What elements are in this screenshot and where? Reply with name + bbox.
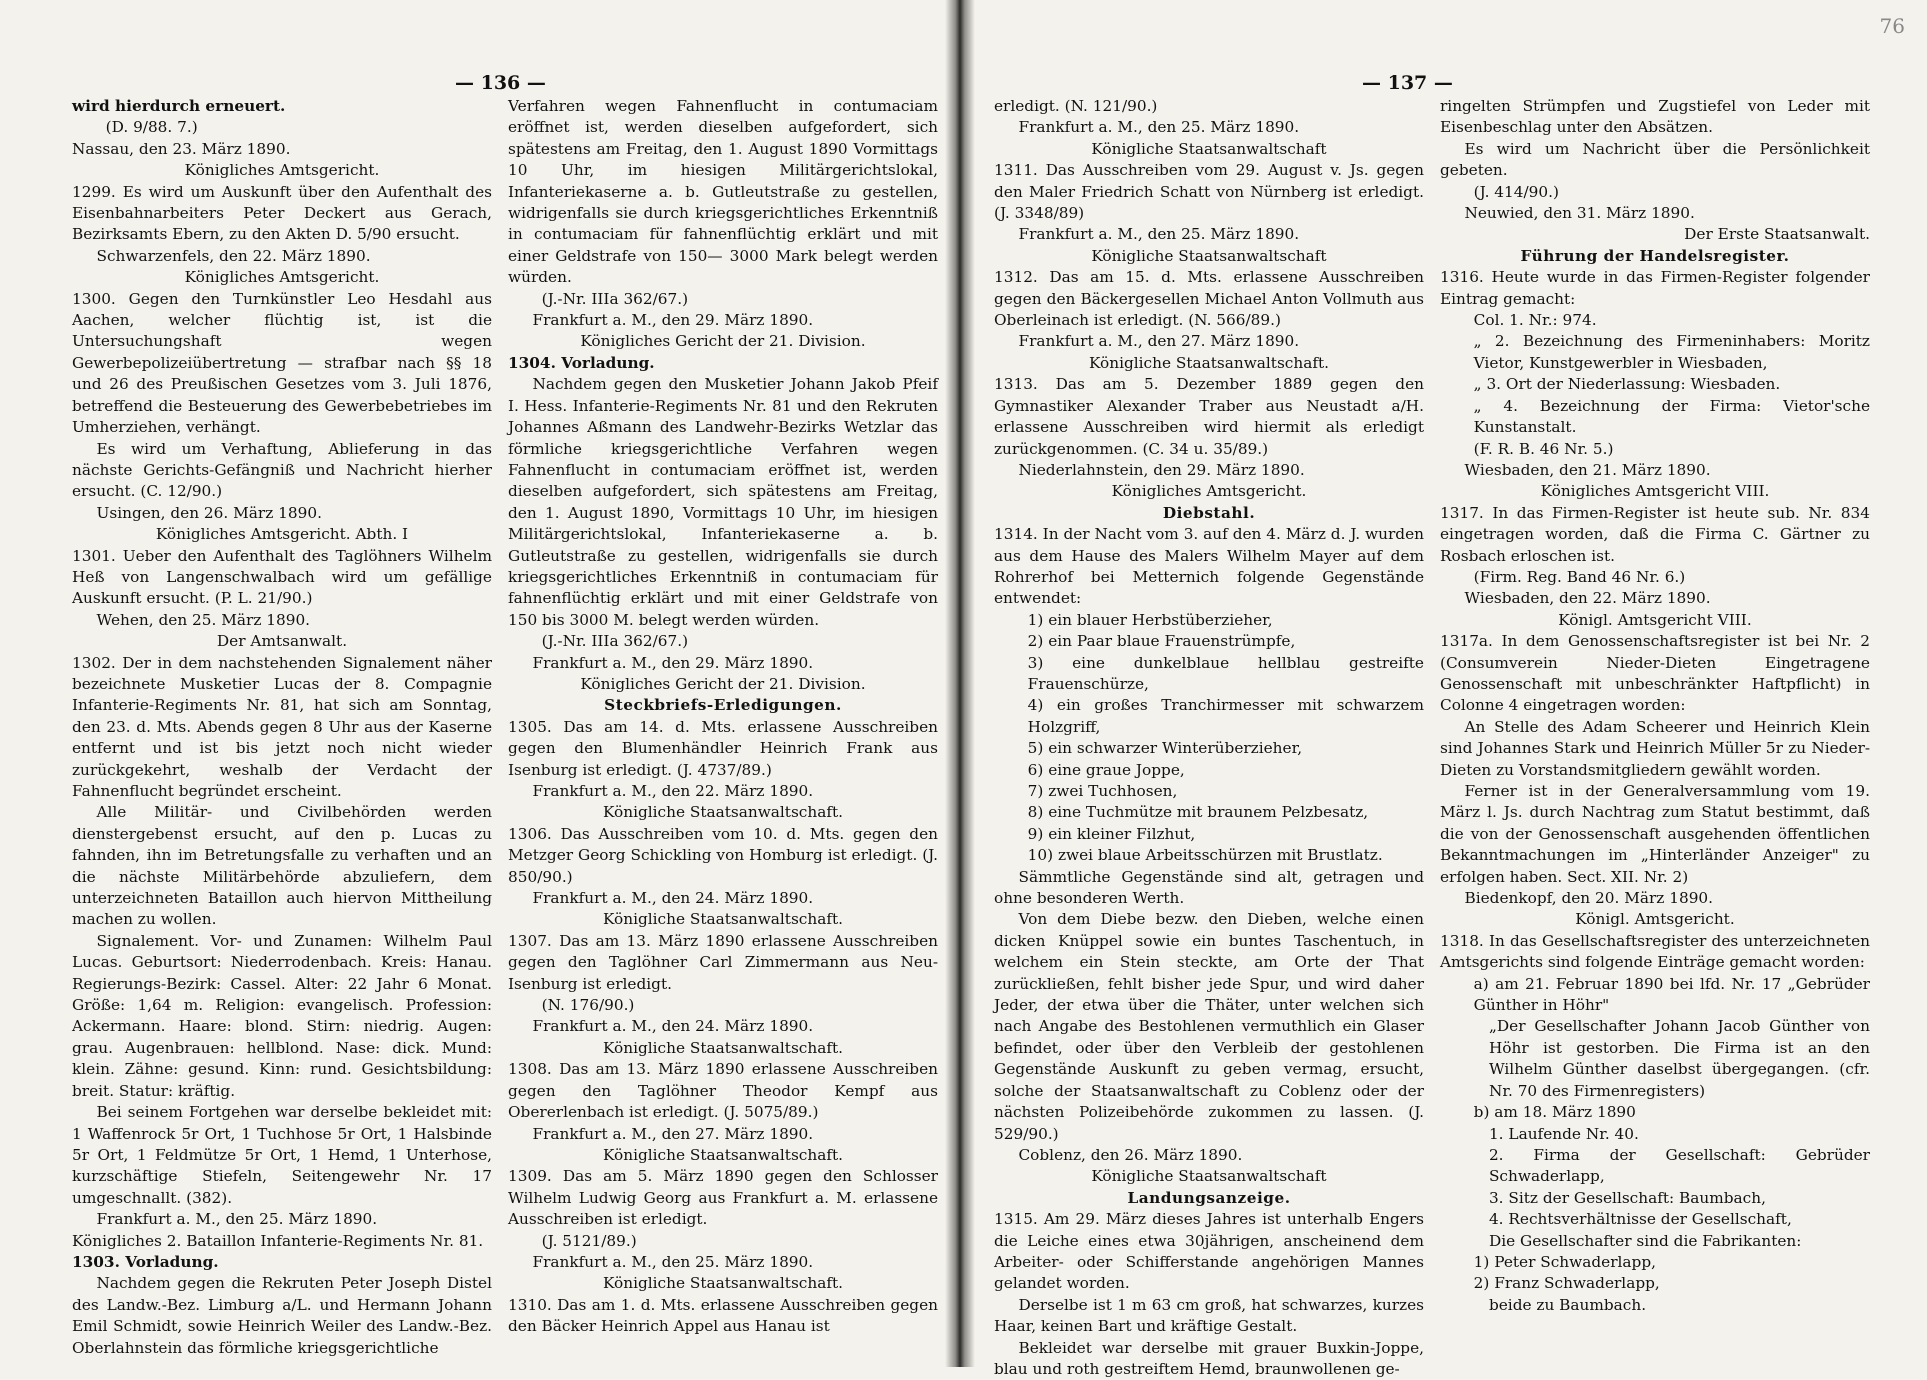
text-paragraph: Frankfurt a. M., den 25. März 1890. <box>96 1210 378 1229</box>
text-paragraph: Königliches Gericht der 21. Division. <box>580 332 866 351</box>
text-paragraph: 9) ein kleiner Filzhut, <box>1027 824 1196 843</box>
text-paragraph: „ 3. Ort der Niederlassung: Wiesbaden. <box>1473 375 1781 394</box>
text-paragraph: Col. 1. Nr.: 974. <box>1473 311 1597 330</box>
text-paragraph: Derselbe ist 1 m 63 cm groß, hat schwarzes, kurzes Haar, keinen Bart und kräftige Gestalt. <box>994 1295 1424 1336</box>
text-paragraph: Königliches Amtsgericht. <box>184 268 380 287</box>
right-page <box>962 0 1927 1378</box>
text-paragraph: Bekleidet war derselbe mit grauer Buxkin-Joppe, blau und roth gestreiftem Hemd, braunwollenen ge- <box>994 1338 1424 1378</box>
text-paragraph: Niederlahnstein, den 29. März 1890. <box>1018 460 1305 479</box>
text-paragraph: (J. 414/90.) <box>1473 182 1559 201</box>
text-paragraph: An Stelle des Adam Scheerer und Heinrich Klein sind Johannes Stark und Heinrich Müller 5r zu Nieder-Dieten zu Vorstandsmitgliedern gewählt worden. <box>1440 717 1870 779</box>
text-paragraph: Wehen, den 25. März 1890. <box>96 610 311 629</box>
text-paragraph: Königliche Staatsanwaltschaft <box>1091 139 1327 158</box>
text-paragraph: Usingen, den 26. März 1890. <box>96 503 322 522</box>
text-paragraph: 1317. In das Firmen-Register ist heute sub. Nr. 834 eingetragen worden, daß die Firma C. Gärtner zu Rosbach erloschen ist. <box>1440 503 1870 565</box>
text-paragraph: Königliches Gericht der 21. Division. <box>580 674 866 693</box>
text-paragraph: 6) eine graue Joppe, <box>1027 760 1185 779</box>
text-paragraph: Verfahren wegen Fahnenflucht in contumaciam eröffnet ist, werden dieselben aufgefordert, sich spätestens am Freitag, den 1. August 1890 Vormittags 10 Uhr, im hiesigen Militärgerichtslokal, Infanteriekaserne a. b. Gutleutstraße zu gestellen, widrigenfalls sie durch kriegsgerichtliches Erkenntniß in contumaciam für fahnenflüchtig erklärt und mit einer Geldstrafe von 150— 3000 Mark belegt werden würden. <box>508 97 938 287</box>
text-paragraph: 1302. Der in dem nachstehenden Signalement näher bezeichnete Musketier Lucas der 8. Compagnie Infanterie-Regiments Nr. 81, hat sich am Sonntag, den 23. d. Mts. Abends gegen 8 Uhr aus der Kaserne entfernt und ist bis jetzt noch nicht wieder zurückgekehrt, weshalb der Verdacht der Fahnenflucht begründet erscheint. <box>72 653 492 800</box>
right-page-column-2 <box>1440 96 1870 1341</box>
text-paragraph: (J.-Nr. IIIa 362/67.) <box>541 632 689 651</box>
page-number-left: — 136 — <box>455 72 546 94</box>
text-paragraph: Bei seinem Fortgehen war derselbe bekleidet mit: 1 Waffenrock 5r Ort, 1 Tuchhose 5r Ort, 1 Halsbinde 5r Ort, 1 Feldmütze 5r Ort, 1 Hemd, 1 Unterhose, kurzschäftige Stiefeln, Seitengewehr Nr. 17 umgeschnallt. (382). <box>72 1103 492 1207</box>
text-paragraph: Königliche Staatsanwaltschaft. <box>602 1038 844 1057</box>
text-paragraph: 1318. In das Gesellschaftsregister des unterzeichneten Amtsgerichts sind folgende Einträge gemacht worden: <box>1440 931 1870 972</box>
text-paragraph: Königliche Staatsanwaltschaft. <box>602 1274 844 1293</box>
text-paragraph: Königliche Staatsanwaltschaft. <box>1088 353 1330 372</box>
text-paragraph: 1) Peter Schwaderlapp, <box>1473 1252 1656 1271</box>
text-paragraph: Wiesbaden, den 22. März 1890. <box>1464 589 1711 608</box>
text-paragraph: Frankfurt a. M., den 27. März 1890. <box>1018 332 1300 351</box>
text-paragraph: Der Amtsanwalt. <box>216 632 348 651</box>
text-paragraph: „Der Gesellschafter Johann Jacob Günther von Höhr ist gestorben. Die Firma ist an den Wilhelm Günther daselbst übergegangen. (cfr. Nr. 70 des Firmenregisters) <box>1488 1017 1870 1100</box>
text-paragraph: 4) ein großes Tranchirmesser mit schwarzem Holzgriff, <box>1027 696 1424 736</box>
text-paragraph: 1313. Das am 5. Dezember 1889 gegen den Gymnastiker Alexander Traber aus Neustadt a/H. erlassene Ausschreiben wird hiermit als erledigt zurückgenommen. (C. 34 u. 35/89.) <box>994 375 1424 458</box>
text-paragraph: Königl. Amtsgericht. <box>1575 910 1735 929</box>
text-paragraph: 1306. Das Ausschreiben vom 10. d. Mts. gegen den Metzger Georg Schickling von Homburg ist erledigt. (J. 850/90.) <box>508 824 938 886</box>
text-paragraph: Führung der Handelsregister. <box>1520 246 1790 265</box>
right-page-column-1 <box>994 96 1424 1378</box>
text-paragraph: erledigt. (N. 121/90.) <box>994 97 1158 115</box>
text-paragraph: Königliche Staatsanwaltschaft. <box>602 910 844 929</box>
text-paragraph: Neuwied, den 31. März 1890. <box>1464 204 1695 223</box>
text-paragraph: 1310. Das am 1. d. Mts. erlassene Ausschreiben gegen den Bäcker Heinrich Appel aus Hanau ist <box>508 1295 938 1336</box>
text-paragraph: 1303. Vorladung. <box>72 1252 219 1271</box>
text-paragraph: 1312. Das am 15. d. Mts. erlassene Ausschreiben gegen den Bäckergesellen Michael Anton Vollmuth aus Oberleinach ist erledigt. (N. 566/89.) <box>994 268 1424 330</box>
text-paragraph: wird hierdurch erneuert. <box>72 97 286 115</box>
text-paragraph: ringelten Strümpfen und Zugstiefel von Leder mit Eisenbeschlag unter den Absätzen. <box>1440 97 1870 137</box>
text-paragraph: Nachdem gegen den Musketier Johann Jakob Pfeif I. Hess. Infanterie-Regiments Nr. 81 und den Rekruten Johannes Aßmann des Landwehr-Bezirks Wetzlar das förmliche kriegsgerichtliche Verfahren wegen Fahnenflucht in contumaciam eröffnet ist, werden dieselben aufgefordert, sich spätestens am Freitag, den 1. August 1890, Vormittags 10 Uhr, im hiesigen Militärgerichtslokal, Infanteriekaserne a. b. Gutleutstraße zu gestellen, widrigenfalls sie durch kriegsgerichtliches Erkenntniß in contumaciam für fahnenflüchtig erklärt und mit einer Geldstrafe von 150 bis 3000 M. belegt werden würden. <box>508 375 938 629</box>
text-paragraph: 8) eine Tuchmütze mit braunem Pelzbesatz, <box>1027 803 1369 822</box>
text-paragraph: 1317a. In dem Genossenschaftsregister ist bei Nr. 2 (Consumverein Nieder-Dieten Eingetragene Genossenschaft mit unbeschränkter Haftpflicht) in Colonne 4 eingetragen worden: <box>1440 632 1870 715</box>
text-paragraph: 1307. Das am 13. März 1890 erlassene Ausschreiben gegen den Taglöhner Carl Zimmermann aus Neu-Isenburg ist erledigt. <box>508 931 938 993</box>
text-paragraph: Königliches 2. Bataillon Infanterie-Regiments Nr. 81. <box>72 1231 484 1250</box>
text-paragraph: Frankfurt a. M., den 22. März 1890. <box>532 782 814 800</box>
text-paragraph: (F. R. B. 46 Nr. 5.) <box>1473 439 1614 458</box>
text-paragraph: 1316. Heute wurde in das Firmen-Register folgender Eintrag gemacht: <box>1440 268 1870 308</box>
text-paragraph: Der Erste Staatsanwalt. <box>1684 225 1870 244</box>
text-paragraph: Königl. Amtsgericht VIII. <box>1558 610 1752 629</box>
text-paragraph: 2) Franz Schwaderlapp, <box>1473 1274 1660 1293</box>
text-paragraph: (D. 9/88. 7.) <box>105 118 198 137</box>
text-paragraph: 1308. Das am 13. März 1890 erlassene Ausschreiben gegen den Taglöhner Theodor Kempf aus Obererlenbach ist erledigt. (J. 5075/89.) <box>508 1060 938 1122</box>
text-paragraph: Coblenz, den 26. März 1890. <box>1018 1145 1243 1164</box>
text-paragraph: 1315. Am 29. März dieses Jahres ist unterhalb Engers die Leiche eines etwa 30jährigen, anscheinend dem Arbeiter- oder Schifferstande angehörigen Mannes gelandet worden. <box>994 1210 1424 1293</box>
text-paragraph: Frankfurt a. M., den 29. März 1890. <box>532 653 814 672</box>
text-paragraph: Signalement. Vor- und Zunamen: Wilhelm Paul Lucas. Geburtsort: Niederrodenbach. Kreis: Hanau. Regierungs-Bezirk: Cassel. Alter: 22 Jahr 6 Monat. Größe: 1,64 m. Religion: evangelisch. Profession: Ackermann. Haare: blond. Stirn: niedrig. Augen: grau. Augenbrauen: hellblond. Nase: dick. Mund: klein. Zähne: gesund. Kinn: rund. Gesichtsbildung: breit. Statur: kräftig. <box>72 931 492 1100</box>
left-page-column-1 <box>72 96 492 1357</box>
text-paragraph: Königliches Amtsgericht. <box>184 161 380 180</box>
text-paragraph: 1309. Das am 5. März 1890 gegen den Schlosser Wilhelm Ludwig Georg aus Frankfurt a. M. erlassene Ausschreiben ist erledigt. <box>508 1167 938 1229</box>
text-paragraph: 1) ein blauer Herbstüberzieher, <box>1027 610 1273 629</box>
text-paragraph: 1311. Das Ausschreiben vom 29. August v. Js. gegen den Maler Friedrich Schatt von Nürnberg ist erledigt. (J. 3348/89) <box>994 161 1424 223</box>
text-paragraph: Sämmtliche Gegenstände sind alt, getragen und ohne besonderen Werth. <box>994 867 1424 908</box>
text-paragraph: 5) ein schwarzer Winterüberzieher, <box>1027 739 1303 758</box>
text-paragraph: 1305. Das am 14. d. Mts. erlassene Ausschreiben gegen den Blumenhändler Heinrich Frank aus Isenburg ist erledigt. (J. 4737/89.) <box>508 717 938 779</box>
text-paragraph: Frankfurt a. M., den 24. März 1890. <box>532 889 814 908</box>
text-paragraph: Landungsanzeige. <box>1127 1188 1291 1207</box>
text-paragraph: Steckbriefs-Erledigungen. <box>604 696 842 715</box>
text-paragraph: b) am 18. März 1890 <box>1473 1103 1636 1122</box>
text-paragraph: Es wird um Verhaftung, Ablieferung in das nächste Gerichts-Gefängniß und Nachricht hierher ersucht. (C. 12/90.) <box>72 439 492 501</box>
text-paragraph: Schwarzenfels, den 22. März 1890. <box>96 246 371 265</box>
text-paragraph: Frankfurt a. M., den 27. März 1890. <box>532 1124 814 1143</box>
text-paragraph: Von dem Diebe bezw. den Dieben, welche einen dicken Knüppel sowie ein buntes Taschentuch, in welchem ein Stein steckte, am Orte der That zurückließen, fehlt bisher jede Spur, und wird daher Jeder, der etwa über die Thäter, unter welchen sich nach Angabe des Bestohlenen vermuthlich ein Glaser befindet, oder über den Verbleib der gestohlenen Gegenstände Auskunft zu geben vermag, ersucht, solche der Staatsanwaltschaft zu Coblenz oder der nächsten Polizeibehörde zukommen zu lassen. (J. 529/90.) <box>994 910 1424 1143</box>
text-paragraph: beide zu Baumbach. <box>1488 1295 1647 1314</box>
text-paragraph: Es wird um Nachricht über die Persönlichkeit gebeten. <box>1440 139 1870 180</box>
text-paragraph: a) am 21. Februar 1890 bei lfd. Nr. 17 „Gebrüder Günther in Höhr" <box>1473 974 1870 1015</box>
text-paragraph: Frankfurt a. M., den 29. März 1890. <box>532 311 814 330</box>
text-paragraph: Königliches Amtsgericht VIII. <box>1540 482 1770 501</box>
text-paragraph: Biedenkopf, den 20. März 1890. <box>1464 889 1714 908</box>
text-paragraph: Königliche Staatsanwaltschaft. <box>602 1145 844 1164</box>
text-paragraph: Nassau, den 23. März 1890. <box>72 139 291 158</box>
text-paragraph: Alle Militär- und Civilbehörden werden dienstergebenst ersucht, auf den p. Lucas zu fahnden, ihn im Betretungsfalle zu verhaften und an die nächste Militärbehörde abzuliefern, dem unterzeichneten Bataillon auch hiervon Mittheilung machen zu wollen. <box>72 803 492 929</box>
text-paragraph: Diebstahl. <box>1162 503 1256 522</box>
text-paragraph: Königliche Staatsanwaltschaft. <box>602 803 844 822</box>
text-paragraph: (J. 5121/89.) <box>541 1231 637 1250</box>
text-paragraph: „ 4. Bezeichnung der Firma: Vietor'sche Kunstanstalt. <box>1473 396 1870 437</box>
text-paragraph: Königliche Staatsanwaltschaft <box>1091 246 1327 265</box>
text-paragraph: 3. Sitz der Gesellschaft: Baumbach, <box>1488 1188 1766 1207</box>
left-page <box>0 0 962 1367</box>
text-paragraph: Frankfurt a. M., den 25. März 1890. <box>1018 225 1300 244</box>
text-paragraph: (J.-Nr. IIIa 362/67.) <box>541 289 689 308</box>
text-paragraph: 1314. In der Nacht vom 3. auf den 4. März d. J. wurden aus dem Hause des Malers Wilhelm Mayer auf dem Rohrerhof bei Metternich folgende Gegenstände entwendet: <box>994 525 1424 608</box>
page-number-right: — 137 — <box>1362 72 1453 94</box>
text-paragraph: Wiesbaden, den 21. März 1890. <box>1464 460 1711 479</box>
text-paragraph: Frankfurt a. M., den 25. März 1890. <box>532 1252 814 1271</box>
text-paragraph: Königliches Amtsgericht. <box>1111 482 1307 501</box>
text-paragraph: 1304. Vorladung. <box>508 353 655 372</box>
text-paragraph: Frankfurt a. M., den 24. März 1890. <box>532 1017 814 1036</box>
text-paragraph: 1301. Ueber den Aufenthalt des Taglöhners Wilhelm Heß von Langenschwalbach wird um gefällige Auskunft ersucht. (P. L. 21/90.) <box>72 546 492 608</box>
text-paragraph: 10) zwei blaue Arbeitsschürzen mit Brustlatz. <box>1027 846 1383 865</box>
text-paragraph: 1300. Gegen den Turnkünstler Leo Hesdahl aus Aachen, welcher flüchtig ist, ist die Untersuchungshaft wegen Gewerbepolizeiübertretung — strafbar nach §§ 18 und 26 des Preußischen Gesetzes vom 3. Juli 1876, betreffend die Besteuerung des Gewerbebetriebes im Umherziehen, verhängt. <box>72 289 492 437</box>
text-paragraph: (N. 176/90.) <box>541 996 635 1015</box>
text-paragraph: „ 2. Bezeichnung des Firmeninhabers: Moritz Vietor, Kunstgewerbler in Wiesbaden, <box>1473 332 1870 372</box>
text-paragraph: 7) zwei Tuchhosen, <box>1027 782 1178 800</box>
text-paragraph: Königliches Amtsgericht. Abth. I <box>155 525 409 544</box>
text-paragraph: 1. Laufende Nr. 40. <box>1488 1124 1639 1143</box>
text-paragraph: 1299. Es wird um Auskunft über den Aufenthalt des Eisenbahnarbeiters Peter Deckert aus Gerach, Bezirksamts Ebern, zu den Akten D. 5/90 ersucht. <box>72 182 492 244</box>
corner-pencil-mark: 76 <box>1879 14 1905 38</box>
text-paragraph: Frankfurt a. M., den 25. März 1890. <box>1018 118 1300 137</box>
left-page-column-2 <box>508 96 938 1341</box>
text-paragraph: Ferner ist in der Generalversammlung vom 19. März l. Js. durch Nachtrag zum Statut bestimmt, daß die von der Genossenschaft ausgehenden öffentlichen Bekanntmachungen im „Hinterländer Anzeiger" zu erfolgen haben. Sect. XII. Nr. 2) <box>1440 782 1870 886</box>
text-paragraph: 4. Rechtsverhältnisse der Gesellschaft, <box>1488 1210 1792 1229</box>
text-paragraph: 3) eine dunkelblaue hellblau gestreifte Frauenschürze, <box>1027 653 1424 693</box>
text-paragraph: Königliche Staatsanwaltschaft <box>1091 1167 1327 1186</box>
text-paragraph: 2) ein Paar blaue Frauenstrümpfe, <box>1027 632 1296 651</box>
text-paragraph: Nachdem gegen die Rekruten Peter Joseph Distel des Landw.-Bez. Limburg a/L. und Hermann Johann Emil Schmidt, sowie Heinrich Weiler des Landw.-Bez. Oberlahnstein das förmliche kriegsgerichtliche <box>72 1274 492 1357</box>
text-paragraph: (Firm. Reg. Band 46 Nr. 6.) <box>1473 567 1686 586</box>
text-paragraph: Die Gesellschafter sind die Fabrikanten: <box>1488 1231 1802 1250</box>
text-paragraph: 2. Firma der Gesellschaft: Gebrüder Schwaderlapp, <box>1488 1145 1870 1186</box>
